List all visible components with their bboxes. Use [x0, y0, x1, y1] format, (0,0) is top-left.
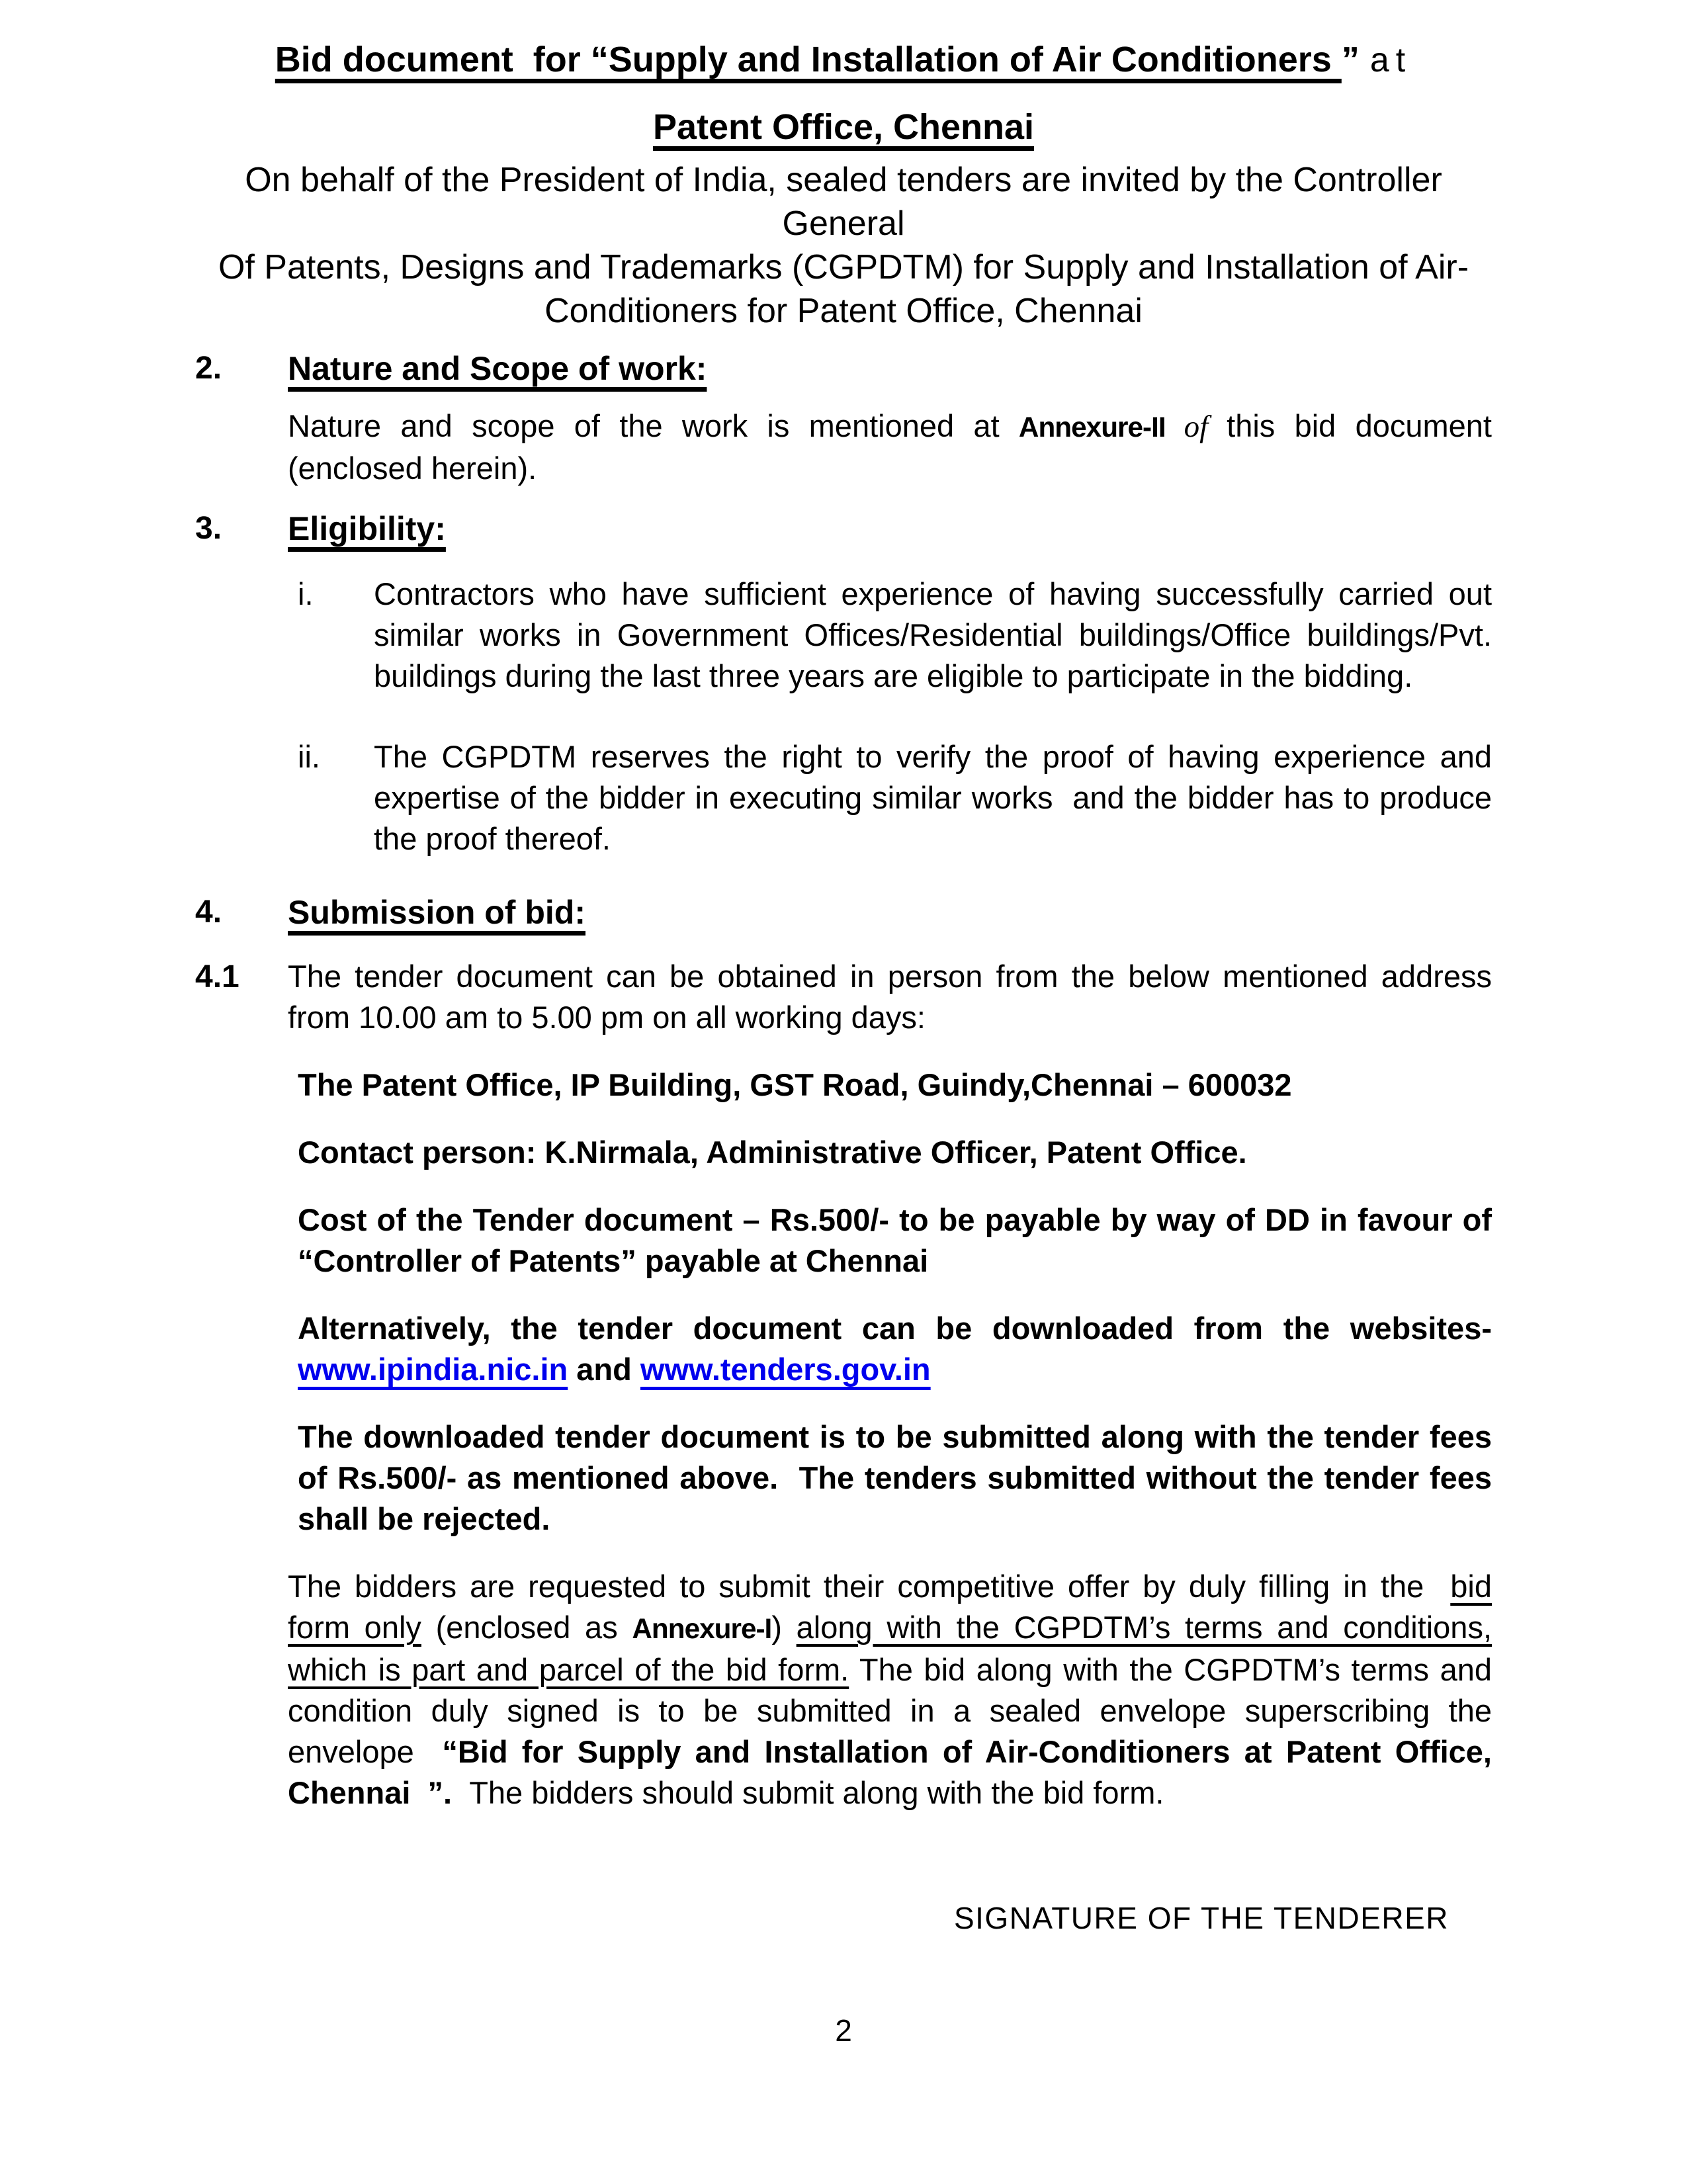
title-close-quote: ” — [1341, 40, 1360, 79]
clause-4-1-number: 4.1 — [195, 959, 239, 994]
section-2-body — [195, 406, 1492, 489]
section-4-number: 4. — [195, 895, 222, 930]
section-2-heading: Nature and Scope of work: — [288, 350, 707, 387]
clause-4-1-text: The tender document can be obtained in person from the below mentioned address from 10.00 am to 5.00 pm on all working days: — [288, 959, 1492, 1035]
section-3 — [195, 507, 1492, 550]
intro-line-3: Conditioners for Patent Office, Chennai — [544, 292, 1143, 330]
section-2-number: 2. — [195, 351, 222, 386]
title-line2-text: Patent Office, Chennai — [652, 107, 1035, 147]
terms-conditions-underline: along with the CGPDTM’s terms and conditions, which is part and parcel of the bid form. — [288, 1610, 1492, 1687]
title-underlined-text: Bid document for “Supply and Installation of Air Conditioners — [275, 40, 1342, 79]
section-3-heading: Eligibility: — [288, 510, 446, 547]
intro-line-1: On behalf of the President of India, sealed tenders are invited by the Controller General — [245, 161, 1442, 243]
eligibility-item-2 — [195, 736, 1492, 859]
envelope-superscription: “Bid for Supply and Installation of Air-Conditioners at Patent Office, Chennai ”. — [288, 1734, 1492, 1810]
title-at-text: at — [1369, 41, 1412, 79]
tenders-gov-link[interactable]: www.tenders.gov.in — [640, 1352, 931, 1387]
tender-address: The Patent Office, IP Building, GST Road, Guindy,Chennai – 600032 — [298, 1067, 1292, 1102]
contact-person: Contact person: K.Nirmala, Administrative Officer, Patent Office. — [298, 1135, 1247, 1170]
eligibility-item-1 — [195, 574, 1492, 697]
bidders-paragraph: The bidders are requested to submit their competitive offer by duly filling in the bid form only (enclosed as Annexure-I) along with the CGPDTM’s terms and conditions, which is part and parcel of the bid form. The bid along with the CGPDTM’s terms and condition duly signed is to be submitted in a sealed envelope superscribing the envelope “Bid for Supply and Installation of Air-Conditioners at Patent Office, Chennai ”. The bidders should submit along with the bid form. — [288, 1569, 1492, 1810]
section-4 — [195, 891, 1492, 934]
download-info: Alternatively, the tender document can be downloaded from the websites- www.ipindia.nic.in and www.tenders.gov.in — [298, 1311, 1492, 1387]
intro-paragraph — [195, 158, 1492, 333]
intro-line-2: Of Patents, Designs and Trademarks (CGPDTM) for Supply and Installation of Air- — [218, 248, 1469, 286]
eligibility-item-2-marker: ii. — [298, 739, 320, 774]
downloaded-tender-note: The downloaded tender document is to be submitted along with the tender fees of Rs.500/- as mentioned above. The tenders submitted without the tender fees shall be rejected. — [298, 1419, 1492, 1536]
eligibility-item-2-text: The CGPDTM reserves the right to verify the proof of having experience and expertise of the bidder in executing similar works and the bidder has to produce the proof thereof. — [374, 739, 1492, 856]
eligibility-item-1-marker: i. — [298, 576, 314, 611]
section-2 — [195, 347, 1492, 390]
section-2-paragraph: Nature and scope of the work is mentioned at Annexure-II of this bid document (enclosed herein). — [288, 408, 1492, 486]
document-title-line2 — [195, 106, 1492, 149]
section-4-heading: Submission of bid: — [288, 894, 585, 931]
section-3-number: 3. — [195, 511, 222, 546]
ipindia-link[interactable]: www.ipindia.nic.in — [298, 1352, 568, 1387]
signature-of-tenderer-label: SIGNATURE OF THE TENDERER — [953, 1901, 1449, 1935]
annexure-ii-ref: Annexure-II — [1018, 412, 1166, 443]
page-number: 2 — [835, 2013, 852, 2048]
clause-4-1 — [195, 956, 1492, 1038]
eligibility-item-1-text: Contractors who have sufficient experience of having successfully carried out similar works in Government Offices/Residential buildings/Office buildings/Pvt. buildings during the last three years are eligible to participate in the bidding. — [374, 576, 1492, 693]
bid-form-only-underline: bid form only — [288, 1569, 1492, 1645]
tender-cost: Cost of the Tender document – Rs.500/- to be payable by way of DD in favour of “Controller of Patents” payable at Chennai — [298, 1202, 1492, 1278]
document-title-line1 — [195, 38, 1492, 82]
annexure-i-ref: Annexure-I — [632, 1613, 772, 1644]
